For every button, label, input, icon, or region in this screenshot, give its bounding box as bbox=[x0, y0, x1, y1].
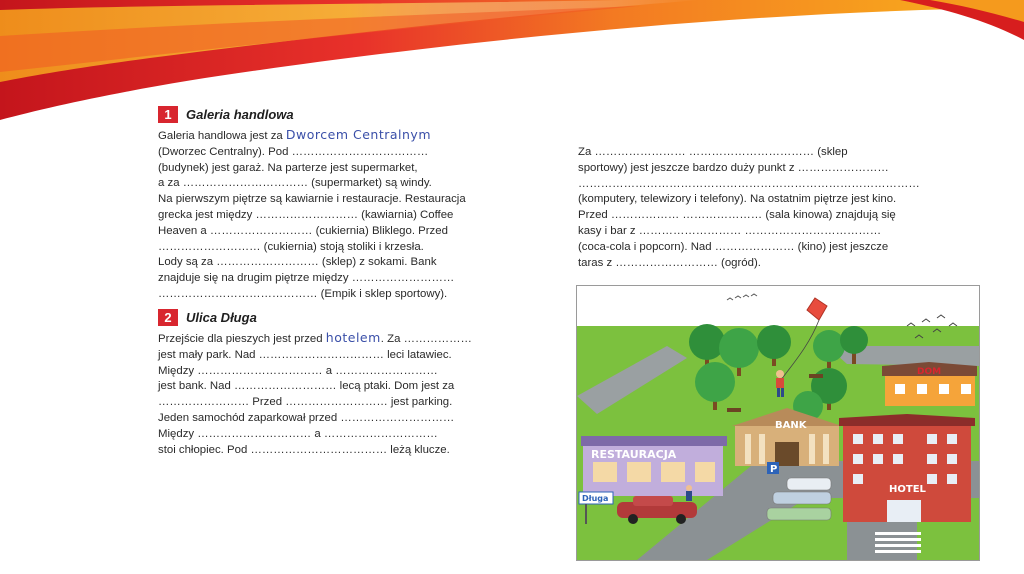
section2-line: Między …………………………… a ……………………… bbox=[158, 364, 438, 377]
bench bbox=[727, 408, 741, 412]
section1-line: Heaven a ……………………… (cukiernia) Bliklego. Przed bbox=[158, 224, 448, 237]
section2-title: Ulica Długa bbox=[186, 309, 257, 325]
section2-number-badge: 2 bbox=[158, 309, 178, 326]
section1-line: grecka jest między ……………………… (kawiarnia) Coffee bbox=[158, 208, 454, 221]
section1-line: znajduje się na drugim piętrze między ……………………… bbox=[158, 272, 455, 285]
parking-sign: P bbox=[770, 464, 778, 475]
section2-column bbox=[158, 309, 564, 458]
street-sign: Długa bbox=[582, 494, 609, 503]
section1-header bbox=[158, 106, 560, 123]
section1-paragraph bbox=[158, 127, 560, 303]
section1-column bbox=[158, 106, 560, 303]
section1-line: ……………………… (cukiernia) stoją stoliki i krzesła. bbox=[158, 240, 424, 253]
street-sign-pole bbox=[585, 504, 587, 524]
section2-line: Jeden samochód zaparkował przed ………………………… bbox=[158, 411, 455, 424]
standing-man bbox=[686, 485, 692, 501]
section1-line: a za …………………………… (supermarket) są windy. bbox=[158, 177, 432, 190]
continuation-line: Za …………………… …………………………… (sklep bbox=[578, 146, 848, 158]
boy bbox=[776, 370, 784, 397]
continuation-line: taras z ……………………… (ogród). bbox=[578, 256, 761, 269]
section1-line: Na pierwszym piętrze są kawiarnie i restauracje. Restauracja bbox=[158, 193, 466, 206]
section2-paragraph bbox=[158, 330, 564, 458]
section2-header bbox=[158, 309, 564, 326]
section2-line: jest bank. Nad ……………………… lecą ptaki. Dom jest za bbox=[158, 380, 455, 393]
continuation-line: Przed ……………… ………………… (sala kinowa) znajdują się bbox=[578, 209, 896, 222]
bench bbox=[809, 374, 823, 378]
hotel-building bbox=[839, 414, 975, 522]
bank-sign: BANK bbox=[775, 420, 807, 431]
section1-line: …………………………………… (Empik i sklep sportowy). bbox=[158, 287, 448, 300]
section1-line: (budynek) jest garaż. Na parterze jest supermarket, bbox=[158, 161, 418, 174]
section1-number-badge: 1 bbox=[158, 106, 178, 123]
restaurant-building bbox=[581, 436, 727, 496]
hotel-sign: HOTEL bbox=[889, 484, 926, 495]
continuation-line: (komputery, telewizory i telefony). Na ostatnim piętrze jest kino. bbox=[578, 193, 897, 206]
section2-line: Przejście dla pieszych jest przed hotelem. Za ……………… bbox=[158, 330, 472, 345]
continuation-line: kasy i bar z ……………………… ……………………………… bbox=[578, 224, 882, 237]
section1-title: Galeria handlowa bbox=[186, 106, 294, 122]
continuation-line: sportowy) jest jeszcze bardzo duży punkt z …………………… bbox=[578, 161, 889, 174]
handwritten-answer: hotelem bbox=[325, 330, 381, 345]
section2-line: …………………… Przed ……………………… jest parking. bbox=[158, 396, 453, 409]
section1-line: Lody są za ……………………… (sklep) z sokami. Bank bbox=[158, 256, 437, 269]
street-illustration bbox=[576, 285, 980, 561]
street-scene-svg bbox=[577, 286, 979, 560]
continuation-line: ……………………………………………………………………………… bbox=[578, 177, 920, 190]
house-sign: DOM bbox=[917, 367, 942, 377]
handwritten-answer: Dworcem Centralnym bbox=[285, 127, 431, 142]
restaurant-sign: RESTAURACJA bbox=[591, 448, 677, 461]
section2-line: stoi chłopiec. Pod ……………………………… leżą klucze. bbox=[158, 443, 450, 456]
section2-line: Między ………………………… a ………………………… bbox=[158, 427, 438, 440]
section1-continuation-column bbox=[578, 145, 990, 271]
section1-line: Galeria handlowa jest za Dworcem Centralnym bbox=[158, 127, 431, 142]
section2-line: jest mały park. Nad …………………………… leci latawiec. bbox=[158, 348, 452, 361]
continuation-line: (coca-cola i popcorn). Nad ………………… (kino) jest jeszcze bbox=[578, 240, 889, 253]
decorative-banner bbox=[0, 0, 1024, 120]
section1-line: (Dworzec Centralny). Pod ……………………………… bbox=[158, 145, 429, 158]
